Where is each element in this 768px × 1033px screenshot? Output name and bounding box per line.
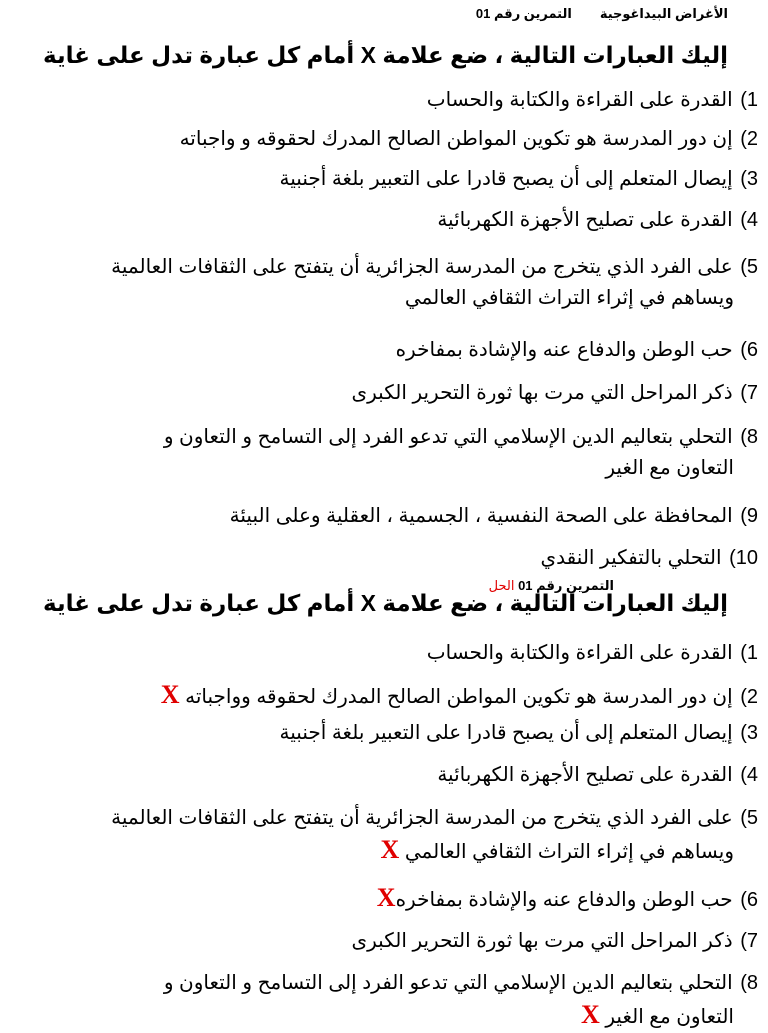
statement-text: القدرة على القراءة والكتابة والحساب bbox=[426, 89, 733, 111]
x-mark: X bbox=[160, 680, 180, 709]
header-exercise: التمرين رقم 01 bbox=[475, 6, 572, 21]
solution-exercise-label: التمرين رقم 01 bbox=[518, 578, 614, 593]
statement-text: القدرة على تصليح الأجهزة الكهربائية bbox=[437, 764, 733, 786]
statement-number: 2) bbox=[740, 128, 758, 150]
statement-number: 5) bbox=[740, 807, 758, 829]
statement-text: إن دور المدرسة هو تكوين المواطن الصالح المدرك لحقوقه و واجباته bbox=[179, 128, 733, 150]
solution-statement-2 bbox=[161, 680, 758, 710]
page-header bbox=[476, 6, 728, 22]
statement-text-continued bbox=[111, 834, 758, 868]
statement-text: حب الوطن والدفاع عنه والإشادة بمفاخره bbox=[395, 339, 733, 361]
statement-2 bbox=[180, 126, 758, 151]
statement-text: القدرة على القراءة والكتابة والحساب bbox=[426, 642, 733, 664]
statement-4 bbox=[437, 207, 758, 232]
solution-statement-1 bbox=[427, 640, 758, 665]
solution-statement-4 bbox=[437, 762, 758, 787]
statement-text: إيصال المتعلم إلى أن يصبح قادرا على التعبير بلغة أجنبية bbox=[279, 168, 733, 190]
x-mark: X bbox=[380, 835, 400, 864]
exercise-title: إليك العبارات التالية ، ضع علامة X أمام كل عبارة تدل على غاية bbox=[43, 42, 728, 68]
solution-statement-5 bbox=[111, 803, 758, 868]
statement-number: 4) bbox=[740, 764, 758, 786]
statement-number: 10) bbox=[729, 547, 758, 569]
statement-number: 1) bbox=[740, 89, 758, 111]
statement-text: التحلي بتعاليم الدين الإسلامي التي تدعو الفرد إلى التسامح و التعاون و bbox=[163, 972, 733, 994]
statement-number: 8) bbox=[740, 972, 758, 994]
statement-text-continued: التعاون مع الغير bbox=[605, 457, 734, 479]
statement-text-continued bbox=[164, 999, 758, 1033]
statement-10 bbox=[541, 545, 758, 570]
statement-number: 1) bbox=[740, 642, 758, 664]
statement-text: التحلي بتعاليم الدين الإسلامي التي تدعو الفرد إلى التسامح و التعاون و bbox=[163, 426, 733, 448]
statement-continued-text: ويساهم في إثراء التراث الثقافي العالمي bbox=[404, 841, 734, 863]
statement-number: 3) bbox=[740, 168, 758, 190]
header-goals: الأغراض البيداغوجية bbox=[599, 6, 728, 21]
x-mark: X bbox=[581, 1000, 600, 1029]
statement-8 bbox=[164, 422, 758, 484]
statement-text: على الفرد الذي يتخرج من المدرسة الجزائرية أن يتفتح على الثقافات العالمية bbox=[111, 256, 733, 278]
statement-3 bbox=[280, 166, 758, 191]
solution-statement-3 bbox=[280, 720, 758, 745]
statement-text: ذكر المراحل التي مرت بها ثورة التحرير الكبرى bbox=[351, 930, 733, 952]
x-mark: X bbox=[376, 883, 396, 912]
statement-number: 7) bbox=[740, 382, 758, 404]
statement-6 bbox=[396, 337, 758, 362]
solution-statement-8 bbox=[164, 968, 758, 1033]
statement-number: 8) bbox=[740, 426, 758, 448]
statement-text: إن دور المدرسة هو تكوين المواطن الصالح المدرك لحقوقه وواجباته bbox=[185, 686, 733, 708]
statement-text: القدرة على تصليح الأجهزة الكهربائية bbox=[437, 209, 733, 231]
statement-text: ذكر المراحل التي مرت بها ثورة التحرير الكبرى bbox=[351, 382, 733, 404]
statement-text: التحلي بالتفكير النقدي bbox=[540, 547, 722, 569]
statement-number: 7) bbox=[740, 930, 758, 952]
solution-title: إليك العبارات التالية ، ضع علامة X أمام كل عبارة تدل على غاية bbox=[43, 590, 728, 616]
solution-label: الحل bbox=[488, 578, 515, 593]
statement-5 bbox=[111, 252, 758, 314]
statement-number: 2) bbox=[740, 686, 758, 708]
statement-continued-text: التعاون مع الغير bbox=[605, 1006, 734, 1028]
statement-number: 4) bbox=[740, 209, 758, 231]
statement-number: 6) bbox=[740, 889, 758, 911]
statement-text: على الفرد الذي يتخرج من المدرسة الجزائرية أن يتفتح على الثقافات العالمية bbox=[111, 807, 733, 829]
statement-number: 5) bbox=[740, 256, 758, 278]
statement-text-continued: ويساهم في إثراء التراث الثقافي العالمي bbox=[404, 287, 734, 309]
statement-text: المحافظة على الصحة النفسية ، الجسمية ، العقلية وعلى البيئة bbox=[229, 505, 733, 527]
solution-statement-7 bbox=[351, 928, 758, 953]
statement-9 bbox=[230, 503, 758, 528]
statement-number: 3) bbox=[740, 722, 758, 744]
statement-text: حب الوطن والدفاع عنه والإشادة بمفاخره bbox=[395, 889, 733, 911]
statement-1 bbox=[427, 87, 758, 112]
statement-text: إيصال المتعلم إلى أن يصبح قادرا على التعبير بلغة أجنبية bbox=[279, 722, 733, 744]
statement-number: 9) bbox=[740, 505, 758, 527]
statement-7 bbox=[351, 380, 758, 405]
solution-statement-6 bbox=[377, 883, 758, 913]
statement-number: 6) bbox=[740, 339, 758, 361]
